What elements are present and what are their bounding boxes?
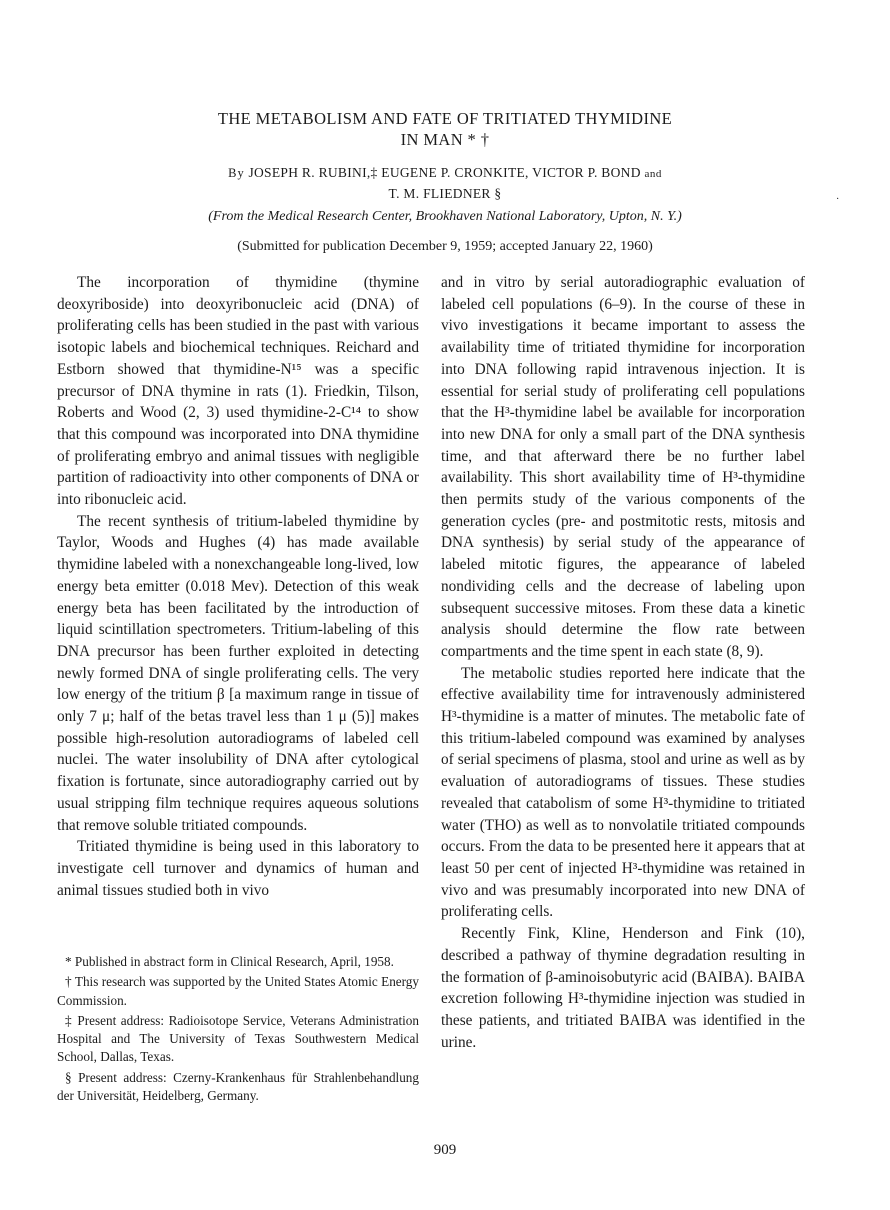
left-paragraph-1: The incorporation of thymidine (thymine deoxyriboside) into deoxyribonucleic acid (DNA) of proliferating cells has been studied in the past with various isotopic labels and biochemical techniques. Reichard and Estborn showed that thymidine-N¹⁵ was a specific precursor of DNA thymine in rats (1). Friedkin, Tilson, Roberts and Wood (2, 3) used thymidine-2-C¹⁴ to show that this compound was incorporated into DNA thymidine of proliferating embryo and animal tissues with negligible partition of radioactivity into other components of DNA or into ribonucleic acid. xyxy=(57,274,419,509)
page-number: 909 xyxy=(433,1142,457,1158)
margin-mark: · xyxy=(836,194,840,205)
left-paragraph-2: The recent synthesis of tritium-labeled thymidine by Taylor, Woods and Hughes (4) has made available thymidine labeled with a nonexchangeable long-lived, low energy beta emitter (0.018 Mev). Detection of this weak energy beta has been facilitated by the introduction of liquid scintillation spectrometers. Tritium-labeling of this DNA precursor has been further exploited in detecting newly formed DNA of single proliferating cells. The very low energy of the tritium β [a maximum range in tissue of only 7 μ; half of the betas travel less than 1 μ (5)] makes possible high-resolution autoradiograms of labeled cell nuclei. The water insolubility of DNA after cytological fixation is fortunate, since autoradiography carried out by usual stripping film technique requires aqueous solutions that remove soluble tritiated compounds. xyxy=(57,512,419,834)
authors-line-2: T. M. FLIEDNER § xyxy=(388,186,502,201)
left-paragraph-3: Tritiated thymidine is being used in this laboratory to investigate cell turnover and dynamics of human and animal tissues studied both in vivo xyxy=(57,838,419,899)
authors-by: By xyxy=(228,166,245,180)
left-column xyxy=(57,272,419,901)
footnotes xyxy=(57,953,419,1107)
authors-and: and xyxy=(644,168,662,180)
title-line-1: THE METABOLISM AND FATE OF TRITIATED THYMIDINE xyxy=(217,109,673,128)
author-list xyxy=(0,163,890,204)
authors-line-1: JOSEPH R. RUBINI,‡ EUGENE P. CRONKITE, VICTOR P. BOND xyxy=(248,165,641,180)
footnote-4: § Present address: Czerny-Krankenhaus für Strahlenbehandlung der Universität, Heidelberg, Germany. xyxy=(57,1069,419,1104)
right-column xyxy=(441,272,805,1053)
affiliation: (From the Medical Research Center, Brookhaven National Laboratory, Upton, N. Y.) xyxy=(208,209,682,224)
right-paragraph-2: The metabolic studies reported here indicate that the effective availability time for intravenously administered H³-thymidine is a matter of minutes. The metabolic fate of this tritium-labeled compound was examined by analyses of serial specimens of plasma, stool and urine as well as by evaluation of autoradiograms of tissues. These studies revealed that catabolism of some H³-thymidine to tritiated water (THO) as well as to nonvolatile tritiated compounds occurs. From the data to be presented here it appears that at least 50 per cent of injected H³-thymidine was retained in vivo and was presumably incorporated into new DNA of proliferating cells. xyxy=(441,664,805,921)
right-paragraph-3: Recently Fink, Kline, Henderson and Fink (10), described a pathway of thymine degradation resulting in the formation of β-aminoisobutyric acid (BAIBA). BAIBA excretion following H³-thymidine injection was studied in these patients, and tritiated BAIBA was identified in the urine. xyxy=(441,925,805,1051)
paper-title xyxy=(0,108,890,150)
submission-dates: (Submitted for publication December 9, 1959; accepted January 22, 1960) xyxy=(237,239,653,254)
right-paragraph-1: and in vitro by serial autoradiographic evaluation of labeled cell populations (6–9). In the course of these in vivo investigations it became important to assess the availability time of tritiated thymidine for incorporation into DNA following rapid intravenous injection. It is essential for serial study of proliferating cell populations that the H³-thymidine label be available for incorporation into new DNA for only a small part of the DNA synthesis time, and that afterward there be no further label availability. This short availability time of H³-thymidine then permits study of the various components of the generation cycles (pre- and postmitotic rests, mitosis and DNA synthesis) by serial study of the appearance of labeled mitotic figures, the appearance of labeled nondividing cells and the decrease of labeling upon subsequent successive mitoses. From these data a kinetic analysis should determine the flow rate between compartments and the time spent in each state (8, 9). xyxy=(441,274,805,660)
footnote-1: * Published in abstract form in Clinical Research, April, 1958. xyxy=(65,954,394,969)
footnote-3: ‡ Present address: Radioisotope Service, Veterans Administration Hospital and The University of Texas Southwestern Medical School, Dallas, Texas. xyxy=(57,1012,419,1065)
footnote-2: † This research was supported by the United States Atomic Energy Commission. xyxy=(57,974,419,1008)
title-line-2: IN MAN * † xyxy=(400,130,490,149)
